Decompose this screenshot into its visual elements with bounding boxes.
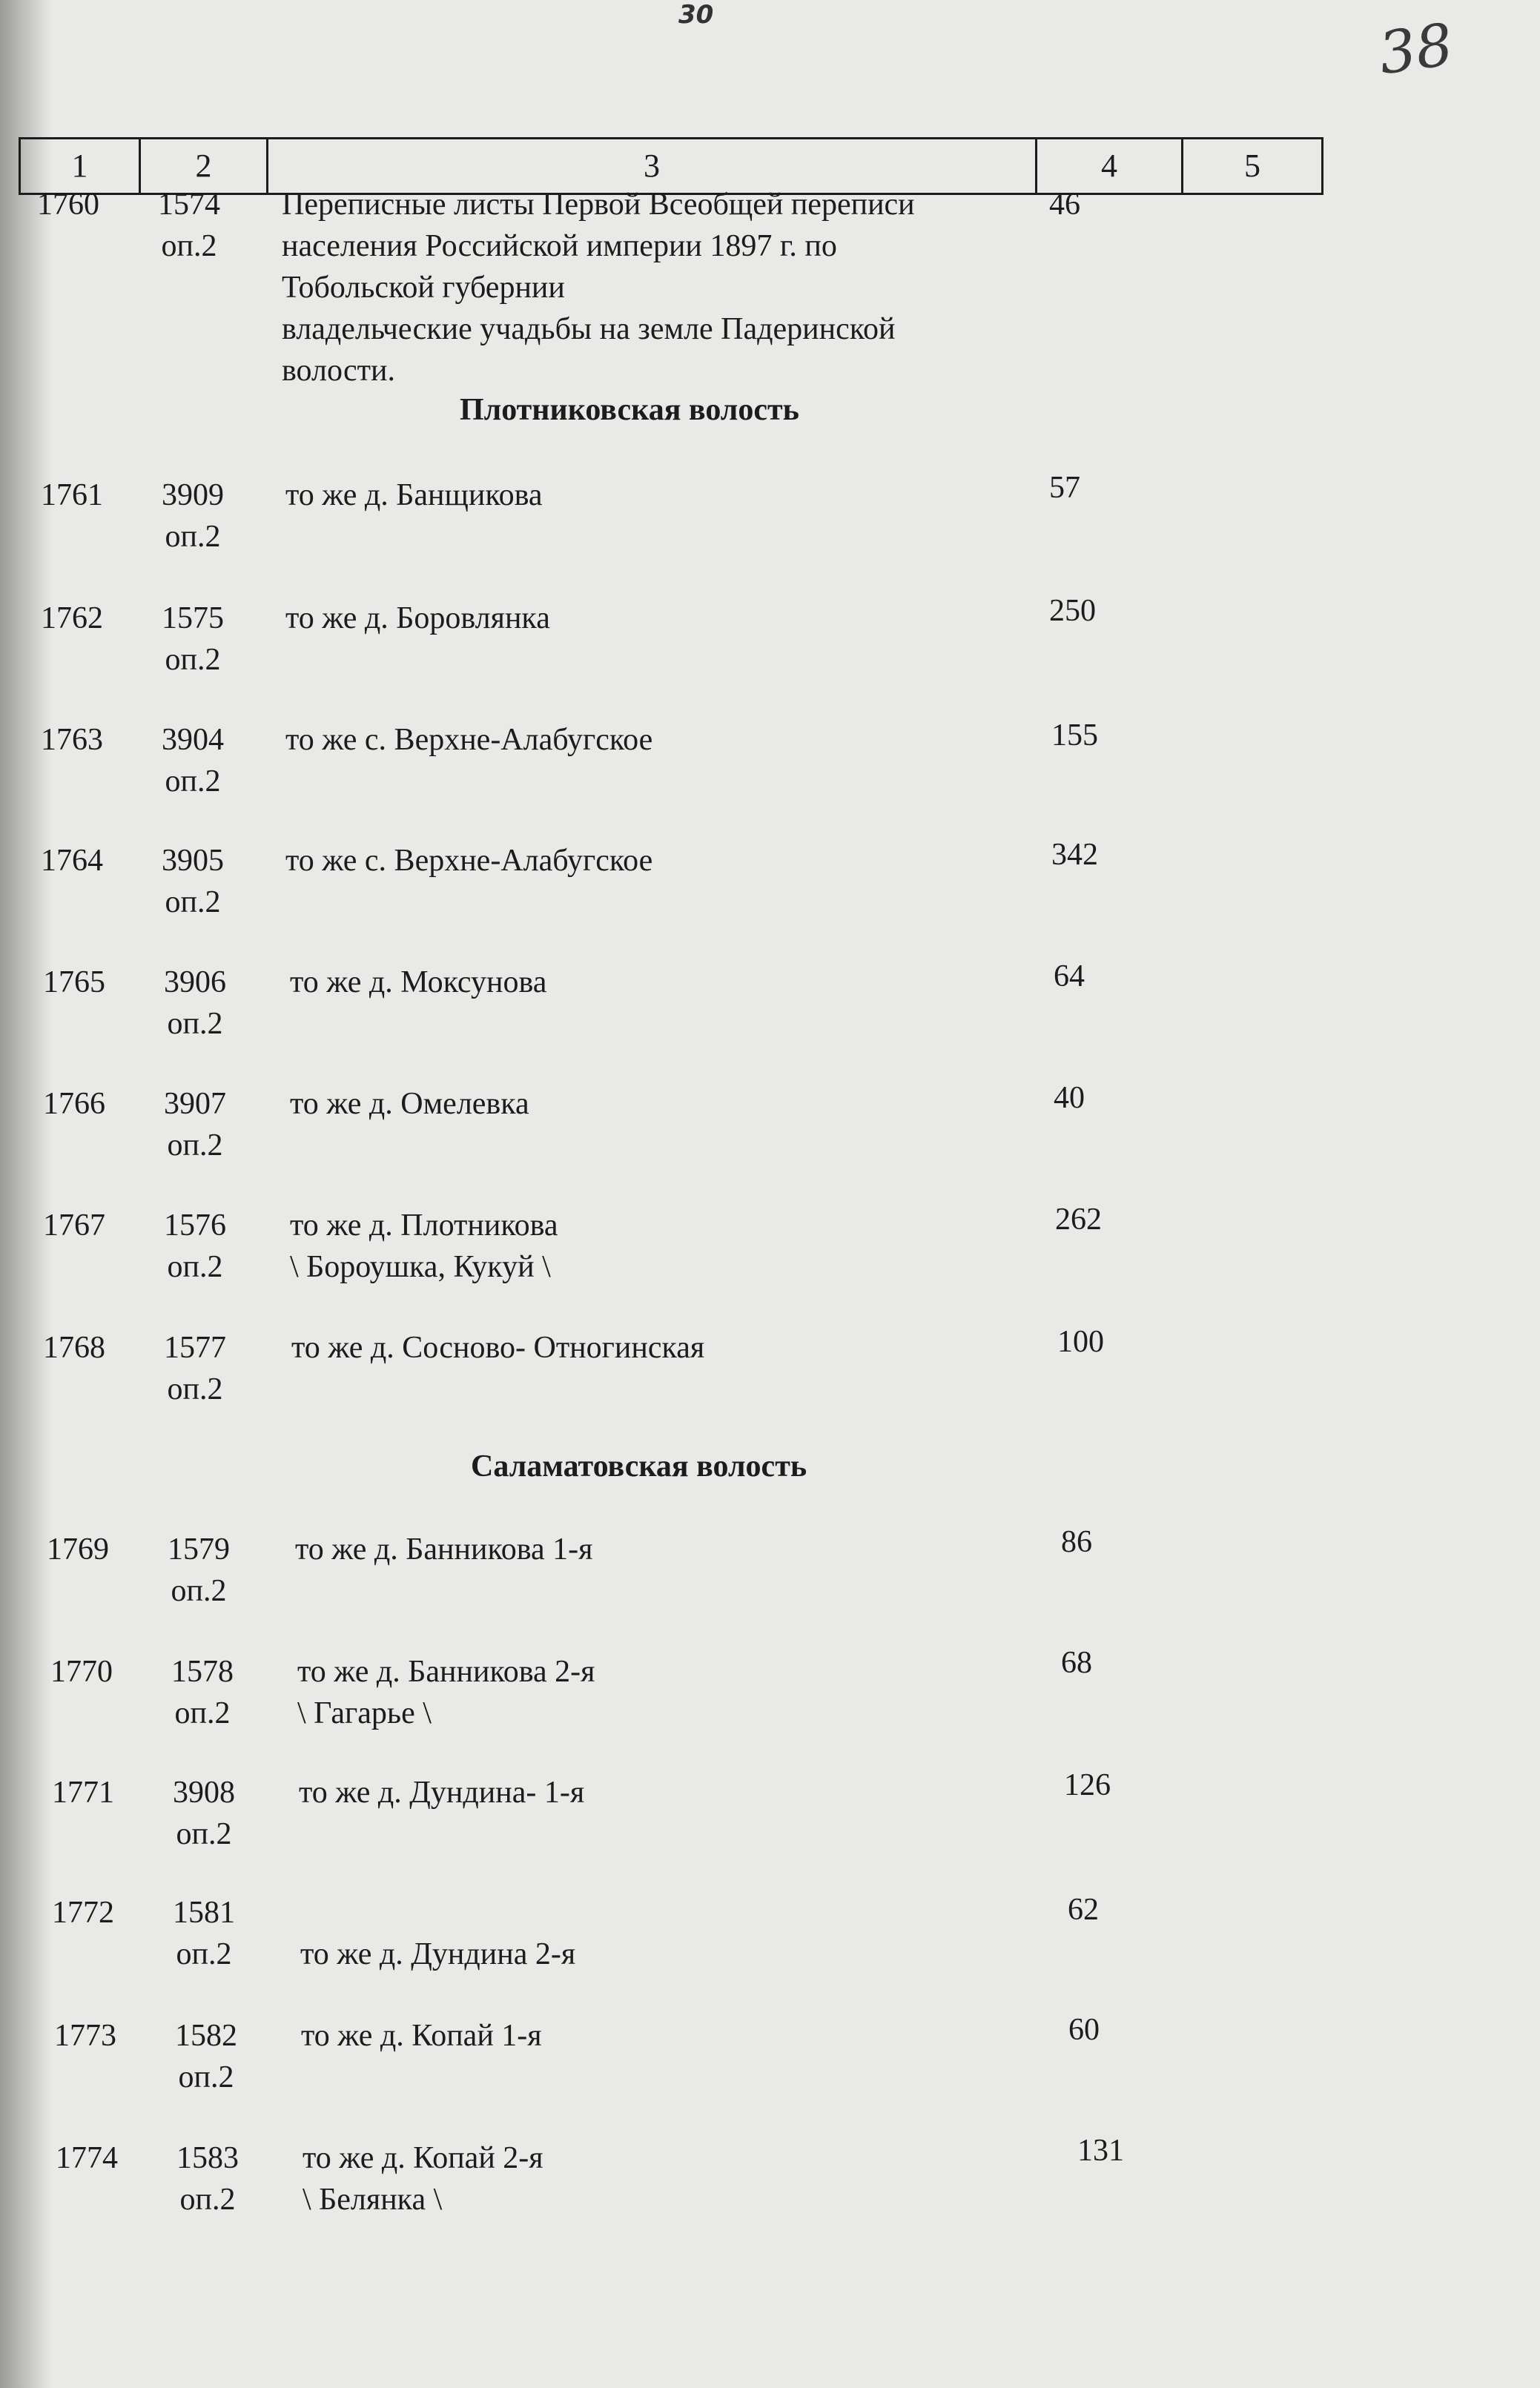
row-op: оп.2 [167,1007,223,1041]
row-op: оп.2 [178,2060,234,2094]
row-op: оп.2 [161,229,217,263]
row-description-line: то же д. Банщикова [285,478,543,512]
row-op: оп.2 [179,2183,236,2217]
row-fund: 3907 [164,1087,226,1121]
header-col-1: 1 [21,139,141,193]
row-description-line: то же д. Омелевка [290,1087,529,1121]
row-op: оп.2 [167,1250,223,1284]
row-description-line: то же д. Моксунова [290,965,547,999]
row-op: оп.2 [176,1937,232,1971]
row-fund: 1577 [164,1331,226,1365]
row-description-line: то же д. Копай 2-я [303,2141,543,2175]
header-col-5: 5 [1244,148,1260,184]
row-number: 1767 [43,1208,105,1243]
row-description-line: то же д. Плотникова [290,1208,558,1243]
row-fund: 1576 [164,1208,226,1243]
row-fund: 3905 [162,844,224,878]
row-fund: 1579 [168,1532,230,1567]
row-op: оп.2 [165,764,221,798]
header-col-2: 2 [141,139,268,193]
row-count: 100 [1057,1325,1104,1359]
row-description-line: населения Российской империи 1897 г. по [282,229,837,263]
row-count: 126 [1064,1768,1111,1802]
row-description-line: то же с. Верхне-Алабугское [285,844,653,878]
row-count: 155 [1051,718,1098,753]
row-op: оп.2 [167,1372,223,1406]
page-shadow [0,0,52,2388]
row-number: 1769 [47,1532,109,1567]
row-description-line: то же д. Дундина 2-я [300,1937,576,1971]
row-description-line: то же д. Банникова 2-я [297,1655,595,1689]
row-fund: 1582 [175,2019,237,2053]
row-number: 1763 [41,723,103,757]
row-description-line: \ Белянка \ [303,2183,443,2217]
row-count: 262 [1055,1203,1102,1237]
row-count: 46 [1049,188,1080,222]
row-count: 64 [1054,959,1085,993]
row-fund: 1583 [176,2141,239,2175]
row-fund: 1581 [173,1896,235,1930]
row-description-line: Переписные листы Первой Всеобщей переписи [282,188,915,222]
row-number: 1766 [43,1087,105,1121]
row-fund: 1575 [162,601,224,635]
row-op: оп.2 [167,1128,223,1162]
header-col-4: 4 [1037,139,1183,193]
row-number: 1774 [56,2141,118,2175]
row-fund: 3904 [162,723,224,757]
row-number: 1765 [43,965,105,999]
row-op: оп.2 [165,520,221,554]
row-number: 1761 [41,478,103,512]
row-number: 1770 [50,1655,113,1689]
row-count: 250 [1049,594,1096,628]
row-fund: 3909 [162,478,224,512]
header-col-3: 3 [268,139,1037,193]
row-description-line: то же д. Сосново- Отногинская [291,1331,705,1365]
row-number: 1773 [54,2019,116,2053]
row-count: 68 [1061,1646,1092,1680]
row-description-line: \ Бороушка, Кукуй \ [290,1250,551,1284]
section-title: Саламатовская волость [471,1449,807,1484]
row-number: 1762 [41,601,103,635]
row-count: 62 [1068,1893,1099,1927]
row-description-line: Тобольской губернии [282,271,565,305]
row-number: 1760 [37,188,99,222]
section-title: Плотниковская волость [460,393,799,427]
row-description-line: \ Гагарье \ [297,1696,432,1730]
row-description-line: то же д. Банникова 1-я [295,1532,593,1567]
row-description-line: то же д. Боровлянка [285,601,550,635]
row-number: 1768 [43,1331,105,1365]
row-fund: 1574 [158,188,220,222]
row-count: 57 [1049,471,1080,505]
row-description-line: владельческие учадьбы на земле Падеринской [282,312,896,346]
row-count: 131 [1077,2134,1124,2168]
row-op: оп.2 [176,1817,232,1851]
row-number: 1772 [52,1896,114,1930]
row-op: оп.2 [174,1696,231,1730]
row-description-line: то же д. Копай 1-я [301,2019,542,2053]
row-op: оп.2 [165,643,221,677]
row-description-line: то же с. Верхне-Алабугское [285,723,653,757]
row-count: 60 [1068,2013,1100,2047]
row-fund: 1578 [171,1655,234,1689]
row-op: оп.2 [171,1574,227,1608]
row-fund: 3906 [164,965,226,999]
row-description-line: то же д. Дундина- 1-я [299,1776,585,1810]
row-description-line: волости. [282,354,395,388]
row-fund: 3908 [173,1776,235,1810]
row-count: 40 [1054,1081,1085,1115]
row-number: 1764 [41,844,103,878]
row-count: 86 [1061,1525,1092,1559]
row-number: 1771 [52,1776,114,1810]
row-count: 342 [1051,838,1098,872]
row-op: оп.2 [165,885,221,919]
page-number: 30 [678,0,714,30]
sheet-number-handwritten: 38 [1375,11,1458,88]
